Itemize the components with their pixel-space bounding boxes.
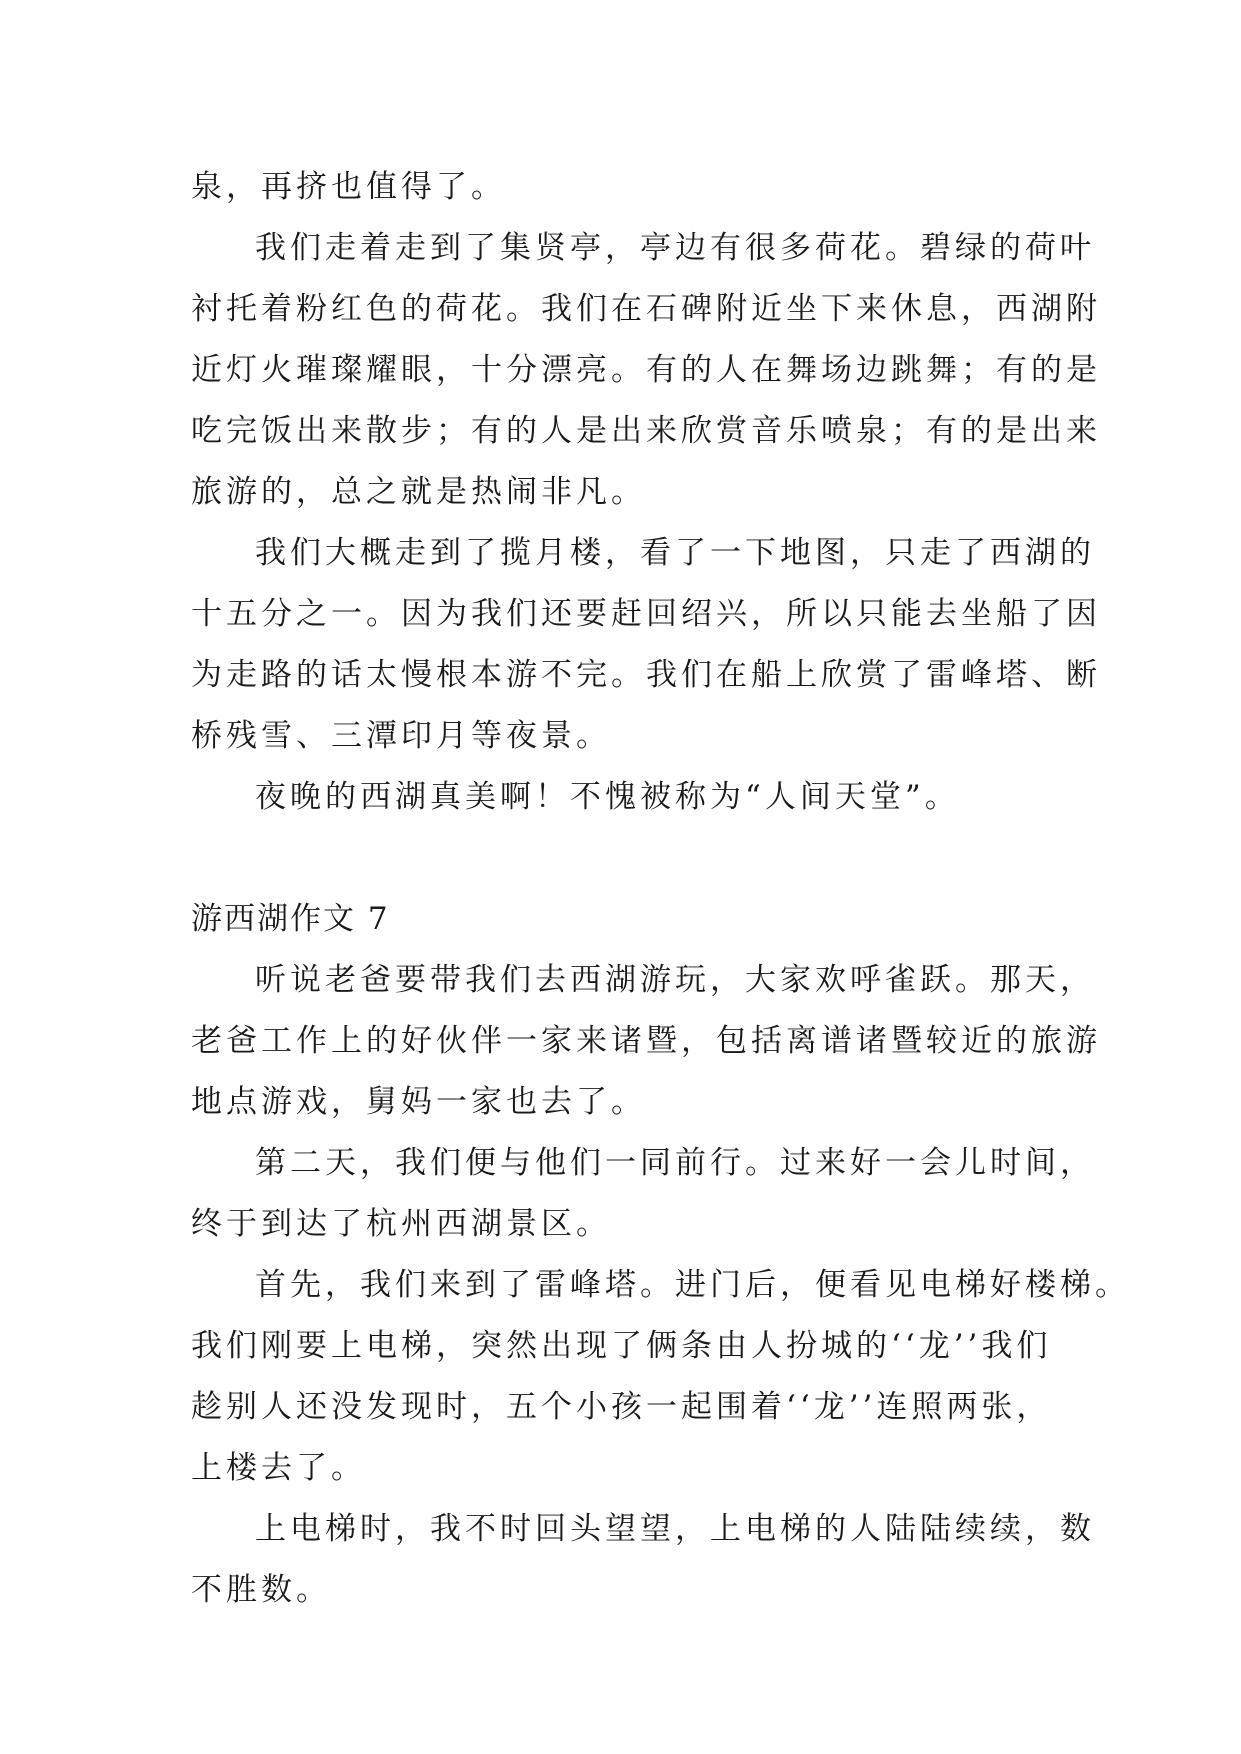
- paragraph-line: 我们刚要上电梯，突然出现了俩条由人扮城的‘‘龙’’我们: [191, 1328, 1052, 1364]
- paragraph-line: 吃完饭出来散步；有的人是出来欣赏音乐喷泉；有的是出来: [191, 413, 1101, 449]
- paragraph-line: 终于到达了杭州西湖景区。: [191, 1206, 611, 1242]
- paragraph-line: 泉，再挤也值得了。: [191, 169, 506, 205]
- paragraph-line: 首先，我们来到了雷峰塔。进门后，便看见电梯好楼梯。: [255, 1267, 1130, 1303]
- paragraph-line: 旅游的，总之就是热闹非凡。: [191, 474, 646, 510]
- paragraph-line: 上电梯时，我不时回头望望，上电梯的人陆陆续续，数: [255, 1511, 1095, 1547]
- paragraph-line: 听说老爸要带我们去西湖游玩，大家欢呼雀跃。那天，: [255, 962, 1095, 998]
- paragraph-line: 地点游戏，舅妈一家也去了。: [191, 1084, 646, 1120]
- paragraph-line: 桥残雪、三潭印月等夜景。: [191, 718, 611, 754]
- paragraph-line: 第二天，我们便与他们一同前行。过来好一会儿时间，: [255, 1145, 1095, 1181]
- paragraph-line: 我们走着走到了集贤亭，亭边有很多荷花。碧绿的荷叶: [255, 230, 1095, 266]
- paragraph-line: 十五分之一。因为我们还要赶回绍兴，所以只能去坐船了因: [191, 596, 1101, 632]
- section-spacer: [191, 828, 1051, 889]
- paragraph-line: 夜晚的西湖真美啊！不愧被称为“人间天堂”。: [255, 779, 960, 815]
- paragraph-line: 我们大概走到了揽月楼，看了一下地图，只走了西湖的: [255, 535, 1095, 571]
- paragraph-line: 老爸工作上的好伙伴一家来诸暨，包括离谱诸暨较近的旅游: [191, 1023, 1101, 1059]
- paragraph-line: 近灯火璀璨耀眼，十分漂亮。有的人在舞场边跳舞；有的是: [191, 352, 1101, 388]
- paragraph-line: 上楼去了。: [191, 1450, 366, 1486]
- section-title: 游西湖作文 7: [191, 901, 390, 937]
- paragraph-line: 衬托着粉红色的荷花。我们在石碑附近坐下来休息，西湖附: [191, 291, 1101, 327]
- paragraph-line: 趁别人还没发现时，五个小孩一起围着‘‘龙’’连照两张，: [191, 1389, 1052, 1425]
- document-body: [191, 157, 1130, 1621]
- paragraph-line: 为走路的话太慢根本游不完。我们在船上欣赏了雷峰塔、断: [191, 657, 1101, 693]
- paragraph-line: 不胜数。: [191, 1572, 331, 1608]
